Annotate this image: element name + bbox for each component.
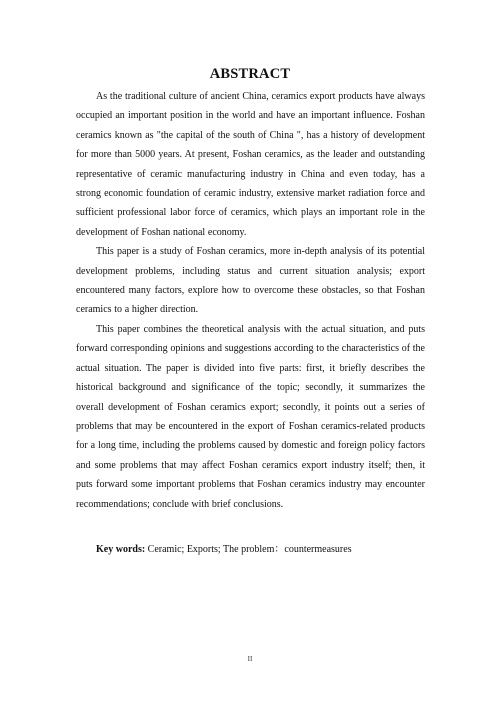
keywords-line — [96, 540, 426, 559]
page-number: II — [247, 655, 253, 663]
keywords-value: Ceramic; Exports; The problem：countermeasures — [145, 544, 352, 555]
abstract-paragraph-1: As the traditional culture of ancient China, ceramics export products have always occupied an important position in the world and have an important influence. Foshan ceramics known as "the capital of the south of China ", has a history of development for more than 5000 years. At present, Foshan ceramics, as the leader and outstanding representative of ceramic manufacturing industry in China and even today, has a strong economic foundation of ceramic industry, extensive market radiation force and sufficient professional labor force of ceramics, which plays an important role in the development of Foshan national economy. — [76, 91, 425, 238]
abstract-paragraph-3: This paper combines the theoretical analysis with the actual situation, and puts forward corresponding opinions and suggestions according to the characteristics of the actual situation. The paper is divided into five parts: first, it briefly describes the historical background and significance of the topic; secondly, it summarizes the overall development of Foshan ceramics export; secondly, it points out a series of problems that may be encountered in the export of Foshan ceramics-related products for a long time, including the problems caused by domestic and foreign policy factors and some problems that may affect Foshan ceramics export industry itself; then, it puts forward some important problems that Foshan ceramics industry may encounter recommendations; conclude with brief conclusions. — [76, 323, 425, 510]
abstract-body — [76, 87, 425, 514]
abstract-paragraph-2: This paper is a study of Foshan ceramics, more in-depth analysis of its potential development problems, including status and current situation analysis; export encountered many factors, explore how to overcome these obstacles, so that Foshan ceramics to a higher direction. — [76, 246, 425, 316]
abstract-title: ABSTRACT — [209, 66, 291, 82]
keywords-label: Key words: — [96, 544, 146, 555]
